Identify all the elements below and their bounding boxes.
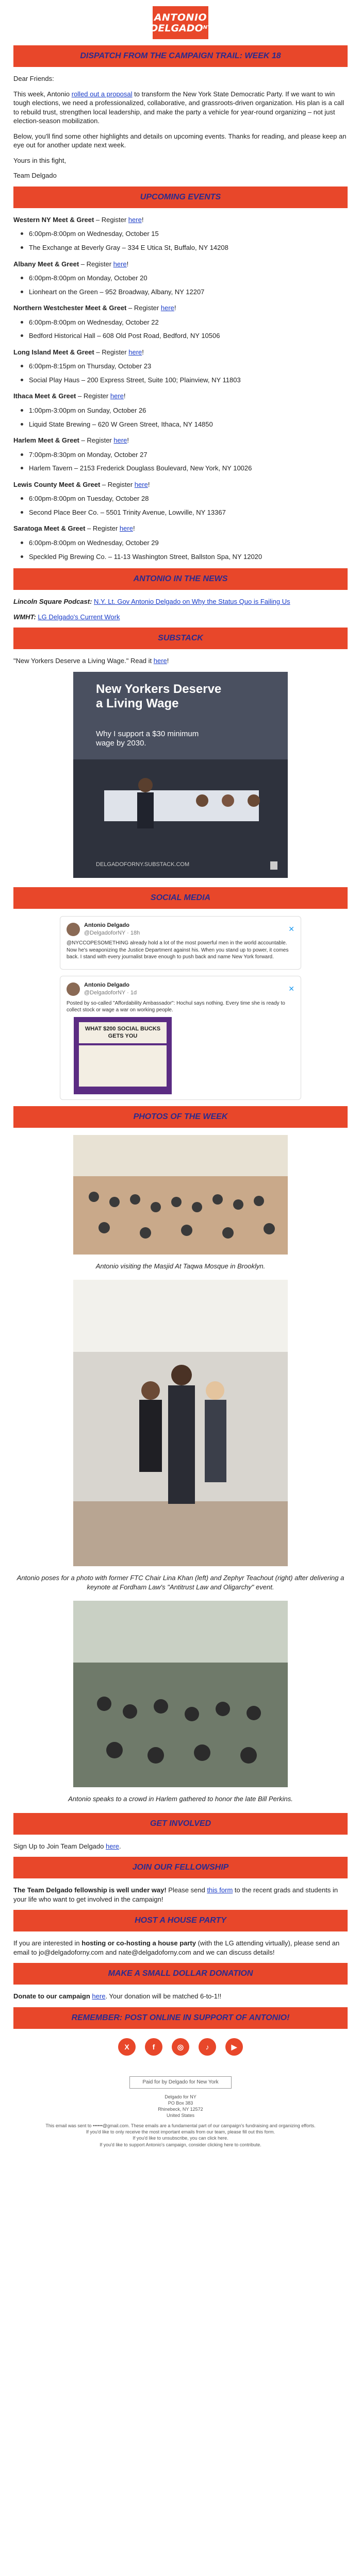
register-link[interactable]: here xyxy=(128,215,142,224)
intro-paragraph-2: Below, you'll find some other highlights and details on upcoming events. Thanks for reading, and please keep an eye out for another update next week. xyxy=(13,132,347,149)
intro xyxy=(13,74,348,180)
footer-address: PO Box 383 xyxy=(168,2100,193,2106)
substack-banner: SUBSTACK xyxy=(13,628,348,649)
tweet-card[interactable] xyxy=(60,916,301,970)
register-link[interactable]: here xyxy=(128,348,142,356)
get-involved-text: Sign Up to Join Team Delgado here. xyxy=(13,1842,121,1850)
event-heading: Long Island Meet & Greet – Register here! xyxy=(13,348,144,356)
register-text: – Register xyxy=(85,524,120,533)
news-item: Lincoln Square Podcast: N.Y. Lt. Gov Antonio Delgado on Why the Status Quo is Failing Us xyxy=(13,598,290,606)
event-time: 6:00pm-8:00pm on Wednesday, October 29 xyxy=(20,538,348,548)
tweet-card[interactable] xyxy=(60,976,301,1100)
register-link[interactable]: here xyxy=(160,304,174,312)
tweet-author: Antonio Delgado xyxy=(84,922,129,928)
fellowship-text: The Team Delgado fellowship is well under way! Please send this form to the recent grads and students in your life who want to get involved in the campaign! xyxy=(13,1886,338,1903)
tweet-header xyxy=(67,922,294,937)
substack-image[interactable] xyxy=(73,672,288,878)
event-place: Bedford Historical Hall – 608 Old Post Road, Bedford, NY 10506 xyxy=(20,331,348,341)
event-item xyxy=(13,215,348,252)
event-name: Ithaca Meet & Greet xyxy=(13,392,76,400)
event-time: 1:00pm-3:00pm on Sunday, October 26 xyxy=(20,406,348,415)
event-name: Northern Westchester Meet & Greet xyxy=(13,304,127,312)
event-name: Saratoga Meet & Greet xyxy=(13,524,86,533)
dispatch-banner: DISPATCH FROM THE CAMPAIGN TRAIL: WEEK 18 xyxy=(13,45,348,67)
event-time: 6:00pm-8:00pm on Wednesday, October 22 xyxy=(20,318,348,327)
event-place: Harlem Tavern – 2153 Frederick Douglass Boulevard, New York, NY 10026 xyxy=(20,464,348,473)
footer-address: United States xyxy=(166,2112,195,2118)
events-list xyxy=(13,215,348,561)
avatar xyxy=(67,923,80,936)
event-heading: Saratoga Meet & Greet – Register here! xyxy=(13,524,135,533)
photo-caption: Antonio speaks to a crowd in Harlem gathered to honor the late Bill Perkins. xyxy=(68,1795,293,1803)
register-text: – Register xyxy=(79,260,113,268)
register-link[interactable]: here xyxy=(113,436,127,445)
event-name: Harlem Meet & Greet xyxy=(13,436,79,445)
x-icon: ✕ xyxy=(288,985,294,993)
substack-text: "New Yorkers Deserve a Living Wage." Read it here! xyxy=(13,657,169,665)
substack-image-url: DELGADOFORNY.SUBSTACK.COM xyxy=(96,861,190,868)
event-time: 6:00pm-8:00pm on Wednesday, October 15 xyxy=(20,229,348,239)
proposal-link[interactable]: rolled out a proposal xyxy=(71,90,133,98)
event-name: Western NY Meet & Greet xyxy=(13,215,94,224)
event-item xyxy=(13,436,348,473)
footer-address: Rhinebeck, NY 12572 xyxy=(158,2106,203,2112)
paid-for-box: Paid for by Delgado for New York xyxy=(129,2076,231,2089)
photo-fordham[interactable] xyxy=(73,1280,288,1566)
event-heading: Harlem Meet & Greet – Register here! xyxy=(13,436,129,445)
donation-banner: MAKE A SMALL DOLLAR DONATION xyxy=(13,1963,348,1985)
facebook-icon[interactable]: f xyxy=(145,2038,162,2056)
fellowship-banner: JOIN OUR FELLOWSHIP xyxy=(13,1857,348,1878)
event-heading: Northern Westchester Meet & Greet – Register here! xyxy=(13,304,176,312)
register-text: – Register xyxy=(94,215,128,224)
event-item xyxy=(13,524,348,561)
tweet-card-title: WHAT $200 SOCIAL BUCKS GETS YOU xyxy=(79,1022,167,1044)
house-party-text: If you are interested in hosting or co-hosting a house party (with the LG attending virtually), please send an email to jo@delgadoforny.com and nate@delgadoforny.com and we can discuss details! xyxy=(13,1939,340,1956)
event-heading: Ithaca Meet & Greet – Register here! xyxy=(13,392,126,400)
event-place: Second Place Beer Co. – 5501 Trinity Avenue, Lowville, NY 13367 xyxy=(20,508,348,517)
footer-fine-print[interactable]: If you'd like to unsubscribe, you can click here. xyxy=(133,2136,228,2141)
donate-link[interactable]: here xyxy=(92,1992,106,2001)
greeting: Dear Friends: xyxy=(13,75,54,82)
photo-caption: Antonio poses for a photo with former FTC Chair Lina Khan (left) and Zephyr Teachout (right) after delivering a keynote at Fordham Law's "Antitrust Law and Oligarchy" event. xyxy=(17,1574,344,1591)
event-time: 7:00pm-8:30pm on Monday, October 27 xyxy=(20,450,348,460)
instagram-icon[interactable]: ◎ xyxy=(172,2038,189,2056)
tweet-header xyxy=(67,981,294,997)
get-involved-banner: GET INVOLVED xyxy=(13,1813,348,1835)
event-heading: Lewis County Meet & Greet – Register here! xyxy=(13,480,150,488)
logo-line2: $DELGADO^{NY}$ xyxy=(150,22,211,34)
intro-paragraph: This week, Antonio rolled out a proposal to transform the New York State Democratic Party. If we want to win tough elections, we need a professionalized, collaborative, and grassroots-driven organization. His plan is a call to rebuild trust, strengthen local leadership, and make the party a vehicle for year-round organizing – not just election-season mobilization. xyxy=(13,90,344,125)
news-link[interactable]: LG Delgado's Current Work xyxy=(38,613,120,621)
donation-text: Donate to our campaign here. Your donation will be matched 6-to-1!! xyxy=(13,1992,222,2001)
header xyxy=(13,0,348,45)
event-time: 6:00pm-8:00pm on Monday, October 20 xyxy=(20,274,348,283)
signature: Team Delgado xyxy=(13,172,57,180)
substack-image-subtitle: Why I support a $30 minimum wage by 2030. xyxy=(96,729,199,748)
event-item xyxy=(13,348,348,385)
footer xyxy=(13,2062,348,2148)
substack-link[interactable]: here xyxy=(153,657,167,665)
register-text: – Register xyxy=(100,480,135,488)
event-item xyxy=(13,260,348,297)
tweet-text: Posted by so-called "Affordability Ambassador": Hochul says nothing. Every time she is ready to collect stock or wage a war on working people. xyxy=(67,1000,285,1013)
register-text: – Register xyxy=(76,392,110,400)
photo-harlem[interactable] xyxy=(73,1601,288,1787)
footer-fine-print[interactable]: If you'd like to support Antonio's campaign, consider clicking here to contribute. xyxy=(100,2142,261,2147)
register-link[interactable]: here xyxy=(119,524,133,533)
social-banner: SOCIAL MEDIA xyxy=(13,887,348,909)
campaign-logo[interactable] xyxy=(150,6,211,39)
event-place: Social Play Haus – 200 Express Street, Suite 100; Plainview, NY 11803 xyxy=(20,376,348,385)
tweet-author: Antonio Delgado xyxy=(84,981,129,988)
fellowship-form-link[interactable]: this form xyxy=(207,1886,233,1894)
substack-icon xyxy=(270,861,277,870)
tweet-handle: @DelgadoforNY · 1d xyxy=(84,989,137,996)
x-icon: ✕ xyxy=(288,925,294,934)
photos-banner: PHOTOS OF THE WEEK xyxy=(13,1106,348,1128)
footer-fine-print: This email was sent to ••••••@gmail.com. These emails are a fundamental part of our campaign's fundraising and organizing efforts. xyxy=(45,2123,316,2129)
tweet-handle: @DelgadoforNY · 18h xyxy=(84,929,140,936)
news-link[interactable]: N.Y. Lt. Gov Antonio Delgado on Why the Status Quo is Failing Us xyxy=(94,598,290,606)
event-time: 6:00pm-8:15pm on Thursday, October 23 xyxy=(20,362,348,371)
house-party-banner: HOST A HOUSE PARTY xyxy=(13,1910,348,1931)
social-icons xyxy=(13,2038,348,2056)
substack-image-title: New Yorkers Deserve a Living Wage xyxy=(96,682,222,710)
event-place: Speckled Pig Brewing Co. – 11-13 Washington Street, Ballston Spa, NY 12020 xyxy=(20,552,348,562)
photo-mosque[interactable] xyxy=(73,1135,288,1255)
photo-caption: Antonio visiting the Masjid At Taqwa Mosque in Brooklyn. xyxy=(95,1262,266,1270)
event-name: Albany Meet & Greet xyxy=(13,260,79,268)
youtube-icon[interactable]: ▶ xyxy=(225,2038,243,2056)
event-place: Lionheart on the Green – 952 Broadway, Albany, NY 12207 xyxy=(20,287,348,297)
remember-banner: REMEMBER: POST ONLINE IN SUPPORT OF ANTONIO! xyxy=(13,2007,348,2029)
register-link[interactable]: here xyxy=(113,260,127,268)
event-name: Long Island Meet & Greet xyxy=(13,348,94,356)
register-link[interactable]: here xyxy=(134,480,148,488)
event-name: Lewis County Meet & Greet xyxy=(13,480,101,488)
signup-link[interactable]: here xyxy=(105,1842,120,1850)
event-item xyxy=(13,303,348,341)
x-icon[interactable]: X xyxy=(118,2038,136,2056)
logo-line1: ANTONIO xyxy=(154,11,207,23)
register-text: – Register xyxy=(126,304,161,312)
event-place: The Exchange at Beverly Gray – 334 E Utica St, Buffalo, NY 14208 xyxy=(20,243,348,252)
footer-fine-print[interactable]: If you'd like to only receive the most important emails from our team, please fill out this form. xyxy=(86,2129,275,2135)
tweet-image xyxy=(74,1017,172,1094)
event-place: Liquid State Brewing – 620 W Green Street, Ithaca, NY 14850 xyxy=(20,420,348,429)
news-item: WMHT: LG Delgado's Current Work xyxy=(13,613,120,621)
event-time: 6:00pm-8:00pm on Tuesday, October 28 xyxy=(20,494,348,503)
register-text: – Register xyxy=(94,348,129,356)
news-banner: ANTONIO IN THE NEWS xyxy=(13,568,348,590)
footer-address: Delgado for NY xyxy=(165,2094,196,2099)
event-heading: Albany Meet & Greet – Register here! xyxy=(13,260,129,268)
event-heading: Western NY Meet & Greet – Register here! xyxy=(13,215,144,224)
avatar xyxy=(67,982,80,996)
register-link[interactable]: here xyxy=(110,392,124,400)
events-banner: UPCOMING EVENTS xyxy=(13,187,348,208)
register-text: – Register xyxy=(79,436,114,445)
event-item xyxy=(13,392,348,429)
event-item xyxy=(13,480,348,517)
tiktok-icon[interactable]: ♪ xyxy=(199,2038,216,2056)
news-list xyxy=(13,597,348,621)
signoff: Yours in this fight, xyxy=(13,156,67,164)
tweet-text: @NYCCOPESOMETHING already hold a lot of the most powerful men in the world accountable. Now he's weaponizing the Justice Department against his. When you stand up to power, it comes back. I stand with every journalist brave enough to push back and name New York forward. xyxy=(67,940,289,960)
